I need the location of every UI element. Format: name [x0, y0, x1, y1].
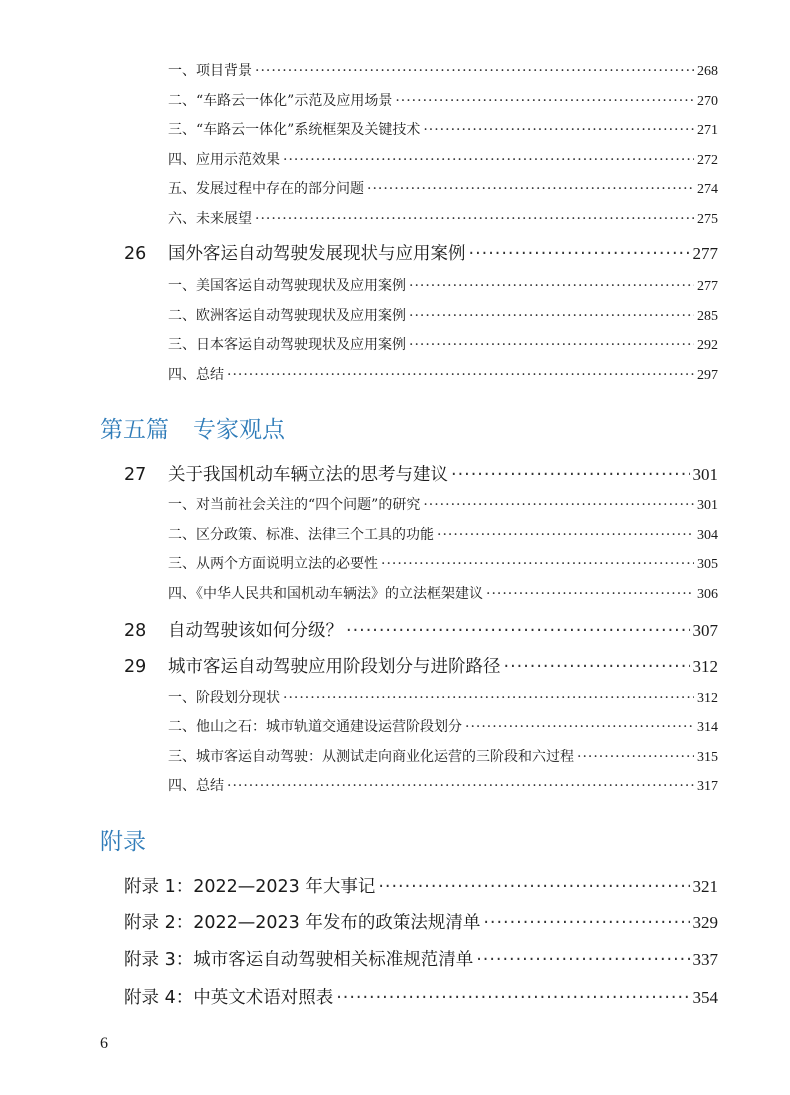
- appendix-heading: 附录: [100, 829, 146, 855]
- dot-leader: [437, 527, 694, 543]
- chapter-title: 国外客运自动驾驶发展现状与应用案例: [168, 244, 466, 264]
- dot-leader: [378, 877, 689, 897]
- dot-leader: [409, 308, 694, 324]
- toc-section-title: 五、发展过程中存在的部分问题: [168, 181, 364, 197]
- toc-section-row[interactable]: [168, 524, 718, 544]
- toc-page-number: 268: [697, 64, 718, 79]
- dot-leader: [465, 719, 694, 735]
- toc-page-number: 301: [697, 498, 718, 513]
- dot-leader: [409, 337, 694, 353]
- chapter-number: 28: [124, 621, 147, 641]
- toc-section-title: 二、“车路云一体化”示范及应用场景: [168, 93, 393, 109]
- dot-leader: [577, 749, 694, 765]
- toc-page-number: 354: [692, 988, 718, 1007]
- dot-leader: [395, 93, 694, 109]
- chapter-title: 城市客运自动驾驶应用阶段划分与进阶路径: [168, 657, 501, 677]
- toc-appendix-row[interactable]: [124, 984, 718, 1009]
- dot-leader: [227, 367, 694, 383]
- toc-section-row[interactable]: [168, 716, 718, 736]
- toc-section-title: 三、日本客运自动驾驶现状及应用案例: [168, 337, 406, 353]
- toc-section-row[interactable]: [168, 149, 718, 169]
- toc-section-title: 四、应用示范效果: [168, 152, 280, 168]
- toc-page-number: 307: [692, 621, 718, 640]
- chapter-title: 自动驾驶该如何分级？: [168, 621, 343, 641]
- toc-page-number: 317: [697, 779, 718, 794]
- toc-section-title: 三、“车路云一体化”系统框架及关键技术: [168, 122, 421, 138]
- toc-section-row[interactable]: [168, 687, 718, 707]
- dot-leader: [423, 497, 694, 513]
- part-heading: [100, 411, 285, 444]
- toc-section-title: 一、美国客运自动驾驶现状及应用案例: [168, 278, 406, 294]
- toc-section-title: 四、总结: [168, 367, 224, 383]
- appendix-title: 附录 4：中英文术语对照表: [124, 988, 334, 1008]
- toc-section-row[interactable]: [168, 746, 718, 766]
- part-title: 专家观点: [193, 417, 285, 443]
- toc-section-title: 二、欧洲客运自动驾驶现状及应用案例: [168, 308, 406, 324]
- toc-page-number: 337: [692, 950, 718, 969]
- toc-page-number: 321: [692, 877, 718, 896]
- toc-section-row[interactable]: [168, 583, 718, 603]
- chapter-number: 27: [124, 465, 147, 485]
- toc-chapter-row[interactable]: [124, 461, 718, 486]
- toc-page-number: 292: [697, 338, 718, 353]
- toc-section-row[interactable]: [168, 178, 718, 198]
- toc-section-title: 三、城市客运自动驾驶：从测试走向商业化运营的三阶段和六过程: [168, 749, 574, 765]
- appendix-title: 附录 3：城市客运自动驾驶相关标准规范清单: [124, 950, 474, 970]
- toc-appendix-row[interactable]: [124, 946, 718, 971]
- toc-page-number: 301: [692, 465, 718, 484]
- dot-leader: [476, 950, 689, 970]
- toc-section-title: 三、从两个方面说明立法的必要性: [168, 556, 378, 572]
- dot-leader: [283, 690, 694, 706]
- toc-page-number: 306: [697, 587, 718, 602]
- toc-page-number: 312: [697, 691, 718, 706]
- appendix-title: 附录 1：2022—2023 年大事记: [124, 877, 376, 897]
- toc-page-number: 277: [697, 279, 718, 294]
- toc-page-number: 297: [697, 368, 718, 383]
- dot-leader: [483, 913, 689, 933]
- toc-section-row[interactable]: [168, 119, 718, 139]
- dot-leader: [283, 152, 694, 168]
- toc-page-number: 285: [697, 309, 718, 324]
- toc-page-number: 315: [697, 750, 718, 765]
- dot-leader: [504, 657, 690, 677]
- dot-leader: [381, 556, 694, 572]
- toc-section-title: 六、未来展望: [168, 211, 252, 227]
- toc-section-title: 一、项目背景: [168, 63, 252, 79]
- toc-appendix-row[interactable]: [124, 873, 718, 898]
- dot-leader: [469, 244, 690, 264]
- toc-page-number: 277: [692, 244, 718, 263]
- toc-section-title: 四、总结: [168, 778, 224, 794]
- dot-leader: [346, 621, 690, 641]
- toc-section-row[interactable]: [168, 90, 718, 110]
- toc-appendix-row[interactable]: [124, 909, 718, 934]
- dot-leader: [255, 211, 694, 227]
- toc-section-title: 二、他山之石：城市轨道交通建设运营阶段划分: [168, 719, 462, 735]
- dot-leader: [255, 63, 694, 79]
- toc-page-number: 314: [697, 720, 718, 735]
- toc-page-number: 274: [697, 182, 718, 197]
- dot-leader: [409, 278, 694, 294]
- toc-page-number: 272: [697, 153, 718, 168]
- toc-section-row[interactable]: [168, 364, 718, 384]
- toc-section-title: 一、对当前社会关注的“四个问题”的研究: [168, 497, 421, 513]
- chapter-number: 29: [124, 657, 147, 677]
- toc-section-title: 一、阶段划分现状: [168, 690, 280, 706]
- toc-section-title: 二、区分政策、标准、法律三个工具的功能: [168, 527, 434, 543]
- toc-page-number: 275: [697, 212, 718, 227]
- dot-leader: [336, 988, 689, 1008]
- dot-leader: [227, 778, 694, 794]
- dot-leader: [451, 465, 690, 485]
- toc-section-row[interactable]: [168, 275, 718, 295]
- toc-chapter-row[interactable]: [124, 653, 718, 678]
- toc-page-number: 312: [692, 657, 718, 676]
- toc-section-row[interactable]: [168, 305, 718, 325]
- toc-section-row[interactable]: [168, 60, 718, 80]
- toc-page-number: 270: [697, 94, 718, 109]
- toc-section-title: 四、《中华人民共和国机动车辆法》的立法框架建议: [168, 586, 483, 602]
- toc-page-number: 271: [697, 123, 718, 138]
- toc-section-row[interactable]: [168, 208, 718, 228]
- dot-leader: [486, 586, 694, 602]
- dot-leader: [423, 122, 694, 138]
- toc-page-number: 329: [692, 913, 718, 932]
- toc-section-row[interactable]: [168, 553, 718, 573]
- toc-section-row[interactable]: [168, 775, 718, 795]
- part-label: 第五篇: [100, 417, 169, 443]
- chapter-number: 26: [124, 244, 147, 264]
- dot-leader: [367, 181, 694, 197]
- toc-page-number: 304: [697, 528, 718, 543]
- toc-section-row[interactable]: [168, 334, 718, 354]
- toc-page-number: 305: [697, 557, 718, 572]
- toc-section-row[interactable]: [168, 494, 718, 514]
- toc-chapter-row[interactable]: [124, 617, 718, 642]
- footer-page-number: 6: [100, 1035, 108, 1052]
- toc-chapter-row[interactable]: [124, 240, 718, 265]
- chapter-title: 关于我国机动车辆立法的思考与建议: [168, 465, 448, 485]
- appendix-title: 附录 2：2022—2023 年发布的政策法规清单: [124, 913, 481, 933]
